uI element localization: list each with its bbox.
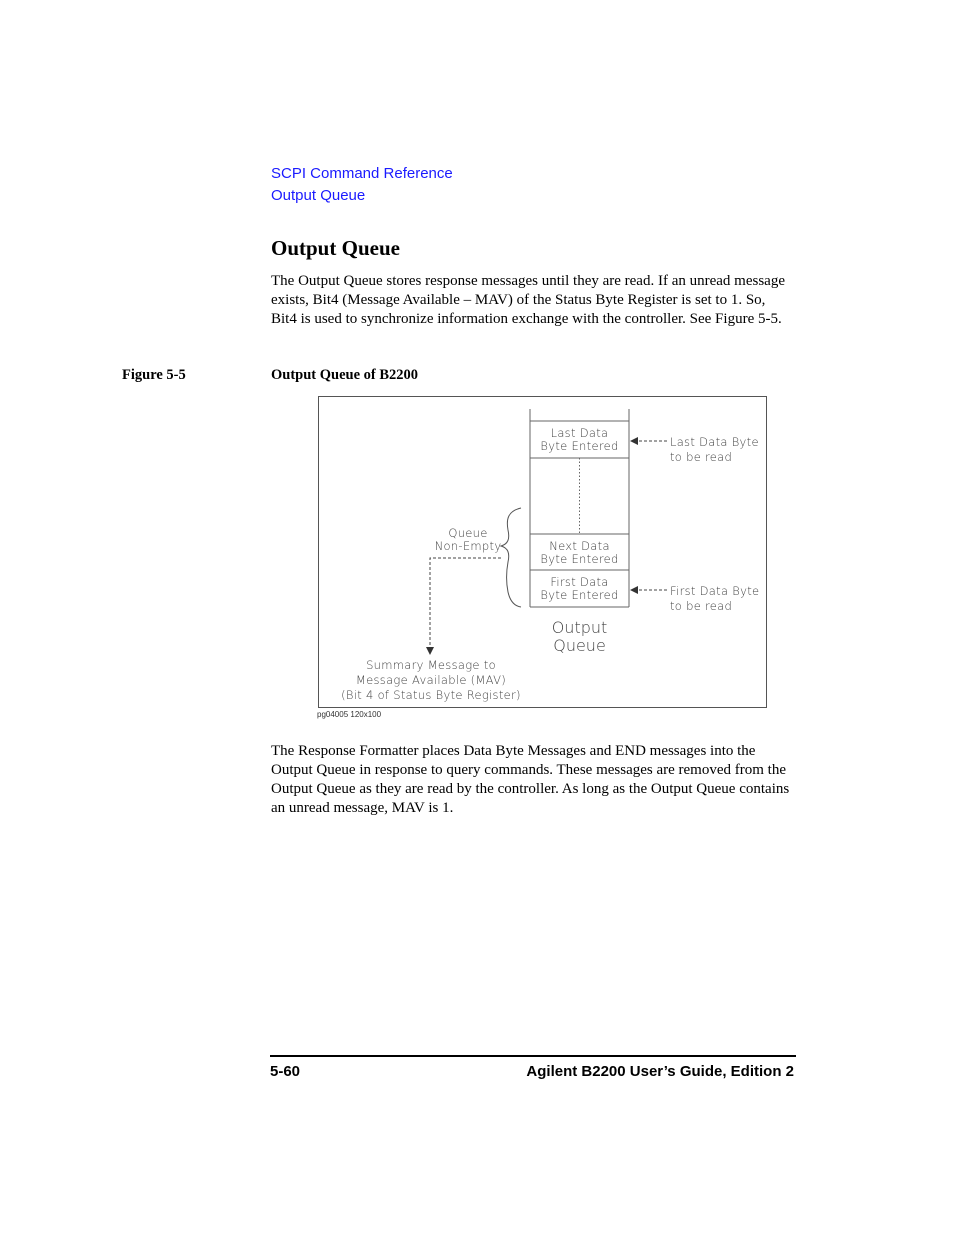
brace-icon — [501, 508, 521, 607]
figure-number: Figure 5-5 — [122, 367, 186, 383]
brace-label-line2: Non-Empty — [434, 539, 502, 553]
first-byte-label-line2: to be read — [670, 599, 733, 613]
queue-name-line1: Output — [551, 618, 608, 637]
footer-rule — [270, 1055, 796, 1057]
first-byte-label-line1: First Data Byte — [670, 584, 760, 598]
guide-title: Agilent B2200 User’s Guide, Edition 2 — [526, 1063, 794, 1080]
body-paragraph: The Response Formatter places Data Byte Messages and END messages into the Output Queue in response to query commands. These messages are removed from the Output Queue as they are read by the controller. As long as the Output Queue contains an unread message, MAV is 1. — [271, 743, 790, 816]
brace-label-line1: Queue — [448, 526, 488, 540]
summary-arrow — [430, 558, 501, 654]
breadcrumb-scpi-command-reference[interactable]: SCPI Command Reference — [271, 165, 453, 182]
last-byte-label-line1: Last Data Byte — [670, 435, 759, 449]
section-heading: Output Queue — [271, 236, 400, 260]
breadcrumb-output-queue[interactable]: Output Queue — [271, 187, 366, 204]
intro-paragraph: The Output Queue stores response messages until they are read. If an unread message exists, Bit4 (Message Available – MAV) of the Status Byte Register is set to 1. So, Bit4 is used to synchronize information exchange with the controller. See Figure 5-5. — [271, 273, 785, 327]
figure-title: Output Queue of B2200 — [271, 367, 419, 383]
summary-label-line3: (Bit 4 of Status Byte Register) — [341, 688, 521, 702]
output-queue-diagram — [318, 396, 767, 708]
queue-slot-next — [540, 539, 618, 566]
slot-next-line1: Next Data — [549, 539, 610, 553]
page-number: 5-60 — [270, 1063, 301, 1080]
queue-slot-first — [540, 575, 618, 602]
queue-name-line2: Queue — [553, 636, 606, 655]
slot-last-line1: Last Data — [550, 426, 609, 440]
slot-last-line2: Byte Entered — [540, 439, 619, 453]
slot-first-line2: Byte Entered — [540, 588, 619, 602]
summary-label-line1: Summary Message to — [366, 658, 496, 672]
queue-slot-last — [540, 426, 618, 453]
figure-image-id: pg04005 120x100 — [317, 710, 382, 719]
summary-label-line2: Message Available (MAV) — [355, 673, 507, 687]
slot-first-line1: First Data — [550, 575, 609, 589]
slot-next-line2: Byte Entered — [540, 552, 619, 566]
last-byte-label-line2: to be read — [670, 450, 733, 464]
